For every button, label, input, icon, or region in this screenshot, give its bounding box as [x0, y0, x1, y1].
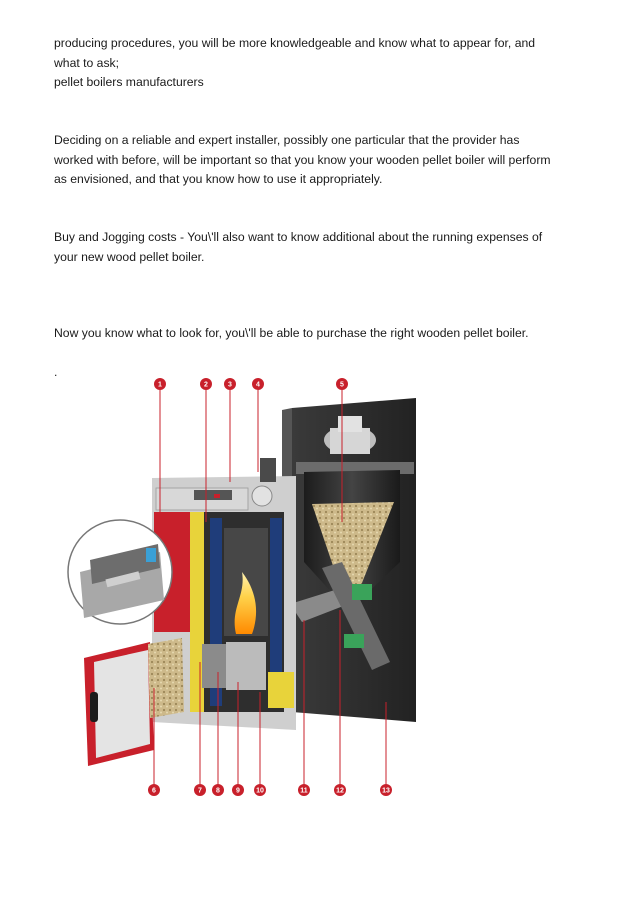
text-line: Now you know what to look for, you\'ll be able to purchase the right wooden pellet boiler.: [54, 326, 529, 340]
text-line: pellet boilers manufacturers: [54, 75, 204, 89]
callout-3: [224, 378, 236, 390]
callout-12: [334, 784, 346, 796]
callout-13: [380, 784, 392, 796]
callout-9: [232, 784, 244, 796]
pellet-boiler-cutaway-illustration: [60, 372, 420, 800]
svg-text:8: 8: [216, 787, 220, 795]
callout-4: [252, 378, 264, 390]
callout-2: [200, 378, 212, 390]
svg-text:6: 6: [152, 787, 156, 795]
paragraph-2: [54, 131, 594, 190]
callout-6: [148, 784, 160, 796]
callout-7: [194, 784, 206, 796]
svg-text:2: 2: [204, 381, 208, 389]
text-line: producing procedures, you will be more knowledgeable and know what to appear for, and: [54, 36, 536, 50]
callout-1: [154, 378, 166, 390]
text-line: Deciding on a reliable and expert installer, possibly one particular that the provider has: [54, 133, 520, 147]
boiler-door: [84, 638, 184, 766]
text-line: Buy and Jogging costs - You\'ll also want to know additional about the running expenses of: [54, 230, 543, 244]
text-line: as envisioned, and that you know how to use it appropriately.: [54, 172, 383, 186]
callout-5: [336, 378, 348, 390]
callout-11: [298, 784, 310, 796]
svg-text:9: 9: [236, 787, 240, 795]
svg-text:4: 4: [256, 381, 260, 389]
burner-detail-inset: [68, 520, 172, 624]
svg-text:12: 12: [336, 787, 344, 795]
paragraph-4: [54, 324, 594, 344]
svg-text:3: 3: [228, 381, 232, 389]
svg-text:11: 11: [300, 787, 308, 795]
svg-text:5: 5: [340, 381, 344, 389]
text-line: worked with before, will be important so that you know your wooden pellet boiler will perform: [54, 152, 551, 167]
text-line: .: [54, 365, 58, 379]
paragraph-3: [54, 228, 594, 267]
svg-text:10: 10: [256, 787, 264, 795]
svg-text:13: 13: [382, 787, 390, 795]
callout-8: [212, 784, 224, 796]
callout-10: [254, 784, 266, 796]
paragraph-1: [54, 34, 594, 93]
svg-text:7: 7: [198, 787, 202, 795]
text-line: what to ask;: [54, 55, 120, 70]
svg-text:1: 1: [158, 381, 162, 389]
text-line: your new wood pellet boiler.: [54, 249, 205, 264]
hopper-cabinet: [282, 398, 416, 722]
